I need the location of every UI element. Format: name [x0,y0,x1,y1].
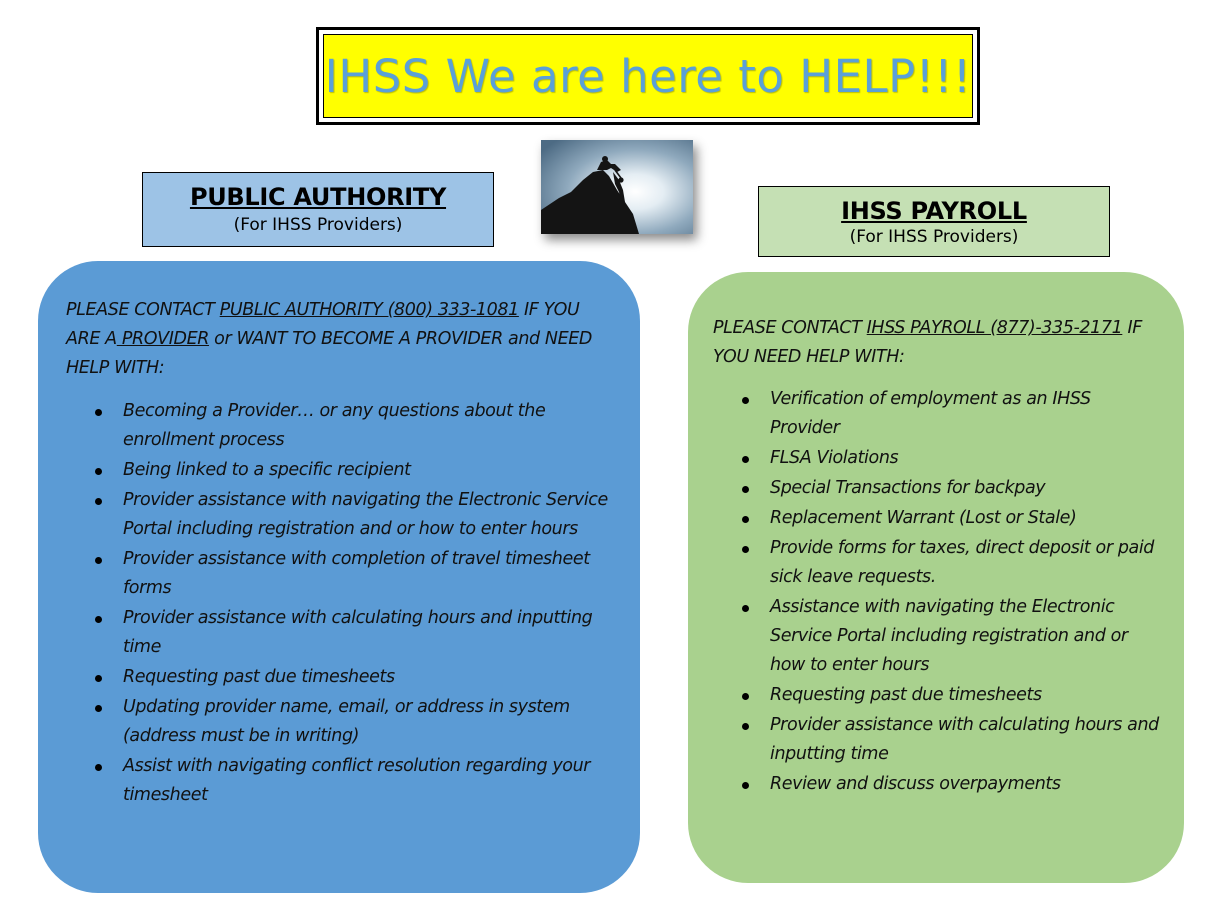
public-authority-list [66,397,616,810]
intro-text: IF YOU NEED HELP WITH: [713,318,1142,367]
intro-text: IF YOU ARE A [66,300,580,349]
list-item: Provide forms for taxes, direct deposit or paid sick leave requests. [770,534,1164,592]
list-item: Being linked to a specific recipient [123,456,616,485]
list-item: Assistance with navigating the Electronic Service Portal including registration and or how to enter hours [770,593,1164,680]
list-item: Becoming a Provider… or any questions about the enrollment process [123,397,616,455]
list-item: Requesting past due timesheets [770,681,1164,710]
list-item: Provider assistance with calculating hours and inputting time [123,604,616,662]
title-banner [316,27,980,125]
list-item: Provider assistance with calculating hours and inputting time [770,711,1164,769]
list-item: Assist with navigating conflict resolution regarding your timesheet [123,752,616,810]
list-item: Verification of employment as an IHSS Provider [770,385,1164,443]
public-authority-title: PUBLIC AUTHORITY [189,183,447,211]
climbers-photo-graphic [541,140,693,234]
title-banner-inner [323,34,973,118]
ihss-payroll-subtitle: (For IHSS Providers) [849,227,1019,247]
climbers-helping-hand-photo [541,140,693,234]
list-item: Requesting past due timesheets [123,663,616,692]
ihss-payroll-phone-link[interactable]: IHSS PAYROLL (877)-335-2171 [866,318,1123,338]
list-item: FLSA Violations [770,444,1164,473]
intro-text: PLEASE CONTACT [713,318,867,338]
public-authority-header [142,172,494,247]
ihss-payroll-list [713,385,1164,799]
intro-text: PLEASE CONTACT [66,300,220,320]
list-item: Special Transactions for backpay [770,474,1164,503]
ihss-payroll-panel [688,272,1184,883]
intro-text: or WANT TO BECOME A PROVIDER and NEED HELP WITH: [66,329,592,378]
public-authority-subtitle: (For IHSS Providers) [233,215,403,235]
ihss-payroll-intro [713,314,1164,372]
list-item: Replacement Warrant (Lost or Stale) [770,504,1164,533]
provider-underlined: PROVIDER [116,329,210,349]
list-item: Review and discuss overpayments [770,770,1164,799]
list-item: Provider assistance with navigating the Electronic Service Portal including registration and or how to enter hours [123,486,616,544]
list-item: Updating provider name, email, or address in system (address must be in writing) [123,693,616,751]
public-authority-panel [38,261,640,893]
ihss-payroll-header [758,186,1110,257]
page-title: IHSS We are here to HELP!!! [324,49,972,103]
list-item: Provider assistance with completion of travel timesheet forms [123,545,616,603]
ihss-payroll-title: IHSS PAYROLL [841,197,1027,225]
public-authority-intro [66,296,616,383]
public-authority-phone-link[interactable]: PUBLIC AUTHORITY (800) 333-1081 [219,300,519,320]
